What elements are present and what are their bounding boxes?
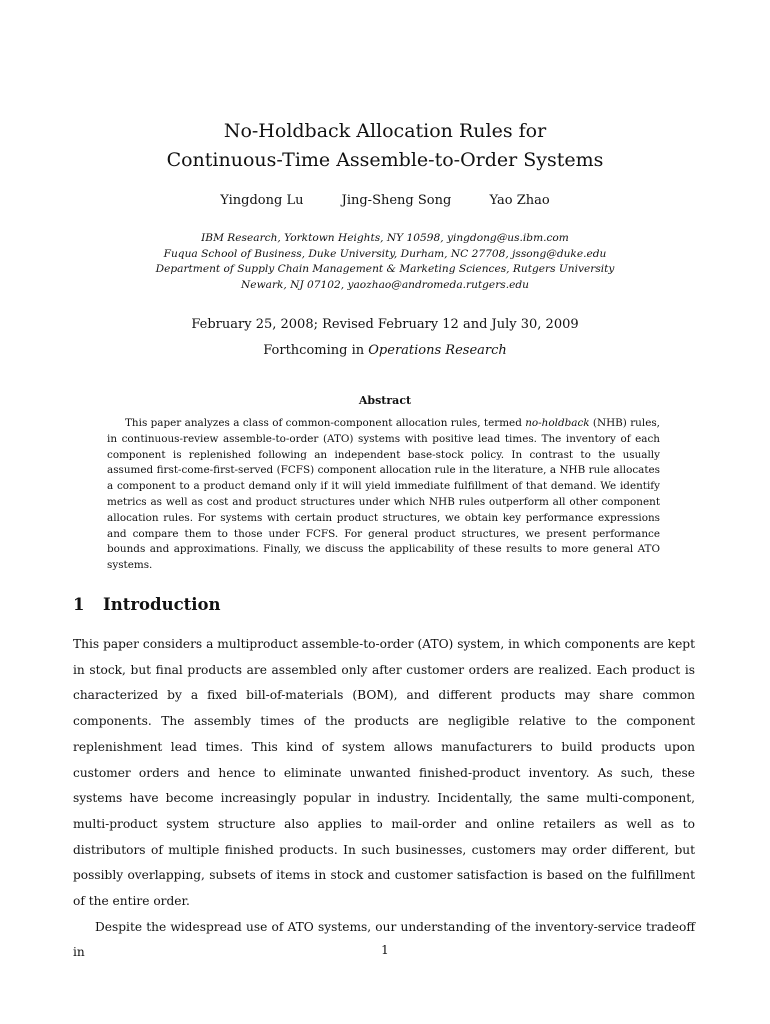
section-title: Introduction (103, 595, 221, 614)
author-name: Yao Zhao (489, 193, 550, 208)
forthcoming-prefix: Forthcoming in (263, 343, 369, 358)
section-number: 1 (73, 595, 85, 614)
abstract-body (107, 416, 660, 574)
abstract-text-1: This paper analyzes a class of common-component allocation rules, termed (125, 417, 526, 429)
affiliation-line: Department of Supply Chain Management & Marketing Sciences, Rutgers University (155, 263, 615, 276)
body-paragraph: Despite the widespread use of ATO systems, our understanding of the inventory-service tradeoff in (73, 919, 695, 960)
abstract-heading: Abstract (358, 394, 412, 407)
author-list (0, 193, 770, 208)
author-name: Yingdong Lu (220, 193, 304, 208)
abstract-term: no-holdback (525, 417, 590, 429)
journal-name: Operations Research (368, 343, 507, 358)
paper-title-line-1: No-Holdback Allocation Rules for (223, 120, 547, 142)
affiliations (0, 231, 770, 293)
paper-title-line-2: Continuous-Time Assemble-to-Order Systems (166, 149, 604, 171)
abstract-paragraph (107, 416, 660, 574)
affiliation-line: Fuqua School of Business, Duke University, Durham, NC 27708, jssong@duke.edu (163, 247, 607, 260)
abstract-text-2: (NHB) rules, in continuous-review assemble-to-order (ATO) systems with positive lead times. The inventory of each component is replenished following an independent base-stock policy. In contrast to the usually assumed first-come-first-served (FCFS) component allocation rule in the literature, a NHB rule allocates a component to a product demand only if it will yield immediate fulfillment of that demand. We identify metrics as well as cost and product structures under which NHB rules outperform all other component allocation rules. For systems with certain product structures, we obtain key performance expressions and compare them to those under FCFS. For general product structures, we present performance bounds and approximations. Finally, we discuss the applicability of these results to more general ATO systems. (107, 417, 660, 572)
revision-dates: February 25, 2008; Revised February 12 and July 30, 2009 (191, 317, 579, 332)
affiliation-line: Newark, NJ 07102, yaozhao@andromeda.rutgers.edu (241, 278, 529, 291)
author-name: Jing-Sheng Song (341, 193, 452, 208)
section-heading (73, 595, 221, 614)
page-number: 1 (381, 943, 389, 957)
forthcoming-note (0, 338, 770, 364)
body-paragraph: This paper considers a multiproduct assemble-to-order (ATO) system, in which components are kept in stock, but final products are assembled only after customer orders are realized. Each product is characterized by a fixed bill-of-materials (BOM), and different products may share common components. The assembly times of the products are negligible relative to the component replenishment lead times. This kind of system allows manufacturers to build products upon customer orders and hence to eliminate unwanted finished-product inventory. As such, these systems have become increasingly popular in industry. Incidentally, the same multi-component, multi-product system structure also applies to mail-order and online retailers as well as to distributors of multiple finished products. In such businesses, customers may order different, but possibly overlapping, subsets of items in stock and customer satisfaction is based on the fulfillment of the entire order. (73, 637, 695, 909)
affiliation-line: IBM Research, Yorktown Heights, NY 10598, yingdong@us.ibm.com (201, 232, 569, 244)
body-text (73, 632, 695, 966)
date-block (0, 312, 770, 364)
